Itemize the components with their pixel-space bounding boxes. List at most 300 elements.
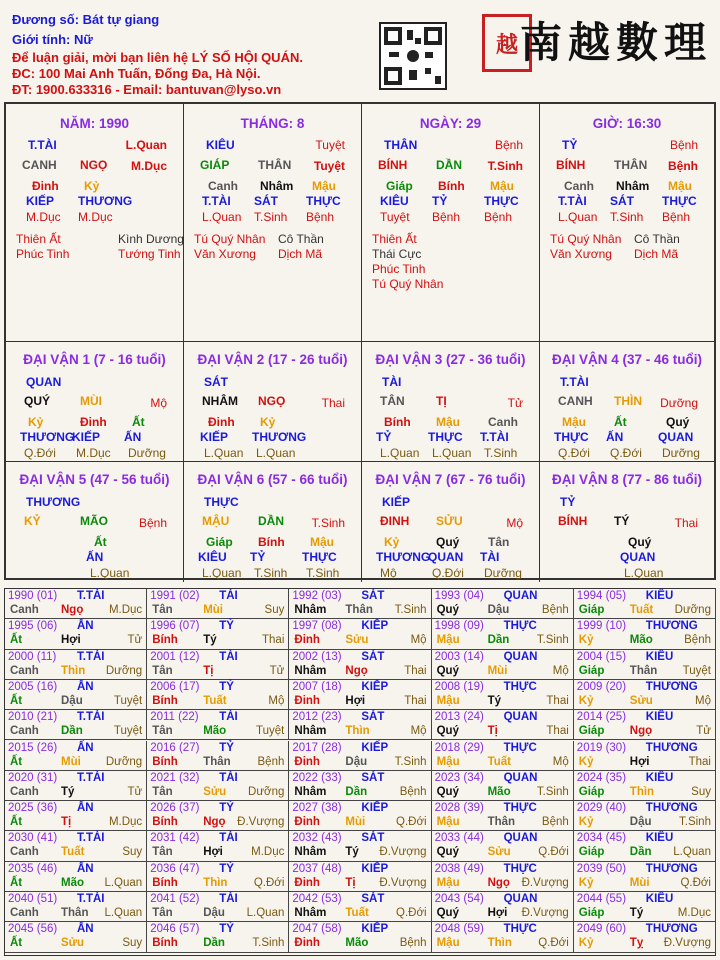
year-god: THỰC [503,680,537,693]
pillar-0[interactable] [6,104,184,342]
year-label: 2033 (44) [434,832,484,845]
ten-god-label: QUAN [26,375,62,389]
hidden-stage: M.Dục [76,446,111,460]
qr-code-icon[interactable] [379,22,447,90]
year-cell[interactable] [574,589,716,619]
year-stem: Nhâm [294,785,327,798]
year-god: KIÊU [645,893,674,905]
year-god: TỶ [219,862,234,875]
year-cell[interactable] [289,801,431,831]
hidden-god: KIẾP [26,194,55,208]
hidden-stage: T.Sinh [484,446,518,460]
year-cell[interactable] [147,741,289,771]
year-stem: Tân [152,907,173,919]
year-stage: Tuyệt [113,725,143,738]
year-branch: Mùi [345,816,366,829]
shensha-star: Dịch Mã [278,247,323,261]
pillar-title: NĂM: 1990 [59,116,130,131]
hidden-stage: Dưỡng [484,566,522,580]
year-god: KIÊU [645,650,674,663]
hidden-stage: T.Sinh [254,566,288,580]
year-cell[interactable] [432,922,574,952]
branch-stage: T.Sinh [487,159,523,173]
year-stage: L.Quan [673,846,711,859]
year-label: 2014 (25) [576,711,627,724]
hidden-stem: Kỷ [84,179,100,193]
year-god: QUAN [503,711,538,724]
year-branch: Tị [487,725,498,738]
year-branch: Tý [487,694,502,707]
year-label: 2009 (20) [576,680,627,693]
year-god: QUAN [503,650,538,663]
hidden-god: THƯƠNG [376,550,431,564]
year-stage: Bệnh [541,816,569,829]
year-cell[interactable] [5,922,147,952]
year-cell[interactable] [574,922,716,952]
year-god: T.TÀI [77,832,105,845]
year-stage: T.Sinh [679,816,711,829]
year-branch: Dần [487,634,510,647]
year-cell[interactable] [432,831,574,861]
year-branch: Thân [487,816,516,829]
year-label: 2007 (18) [292,680,342,693]
year-cell[interactable] [5,831,147,861]
branch-stage: Tuyệt [313,159,345,173]
year-cell[interactable] [289,710,431,740]
year-cell[interactable] [289,831,431,861]
year-god: THƯƠNG [645,802,698,815]
earthly-branch: TỊ [436,394,447,408]
earthly-branch: MÃO [80,514,108,528]
year-cell[interactable] [5,589,147,619]
shensha-star: Tú Quý Nhân [194,232,266,246]
year-cell[interactable] [432,741,574,771]
dai-van-5[interactable] [6,462,184,582]
year-stem: Tân [152,846,173,859]
year-branch: Ngọ [487,876,510,889]
year-branch: Tuất [487,755,512,768]
year-branch: Thìn [629,785,655,798]
dai-van-1[interactable] [6,342,184,462]
year-cell[interactable] [574,862,716,892]
hidden-god: T.TÀI [558,194,587,208]
year-label: 2021 (32) [150,771,200,784]
year-branch: Thìn [203,876,228,889]
year-god: THƯƠNG [645,862,698,875]
year-label: 2039 (50) [576,862,627,875]
year-cell[interactable] [5,710,147,740]
year-stage: Q.Đới [538,846,569,859]
year-god: SÁT [361,893,385,905]
year-cell[interactable] [289,680,431,710]
year-cell[interactable] [147,892,289,922]
year-stage: Dưỡng [248,785,285,798]
earthly-branch: THÌN [614,394,642,408]
dai-van-title: ĐẠI VẬN 5 (47 - 56 tuổi) [19,472,170,487]
hidden-stage: Dưỡng [662,446,700,460]
year-god: KIẾP [361,741,389,754]
year-god: TỶ [219,620,234,633]
hidden-god: T.TÀI [202,194,231,208]
year-cell[interactable] [432,801,574,831]
year-branch: Dậu [345,755,368,768]
year-stage: Suy [691,785,711,798]
year-stem: Canh [10,664,39,677]
year-stage: Q.Đới [253,876,285,889]
year-stem: Mậu [436,755,460,768]
year-god: KIẾP [361,923,389,936]
year-cell[interactable] [432,892,574,922]
dai-van-4[interactable] [540,342,714,462]
year-god: T.TÀI [77,771,105,784]
year-god: TÀI [219,650,238,663]
year-label: 2028 (39) [434,802,484,815]
year-god: KIẾP [361,862,389,875]
year-god: QUAN [503,590,538,602]
year-label: 1994 (05) [576,590,627,602]
branch-stage: Bệnh [138,516,167,530]
year-cell[interactable] [574,710,716,740]
dai-van-title: ĐẠI VẬN 8 (77 - 86 tuổi) [551,472,703,487]
stage-label: Bệnh [669,138,698,152]
year-cell[interactable] [147,771,289,801]
pillar-2[interactable] [362,104,540,342]
year-cell[interactable] [432,619,574,649]
address: ĐC: 100 Mai Anh Tuấn, Đống Đa, Hà Nội. [12,66,261,81]
year-branch: Tý [203,634,217,647]
year-cell[interactable] [574,771,716,801]
ten-god-label: TÀI [382,375,402,389]
hidden-stage: L.Quan [204,446,244,460]
heavenly-stem: GIÁP [200,158,230,172]
dai-van-title: ĐẠI VẬN 7 (67 - 76 tuổi) [375,472,526,487]
ten-god-label: THỰC [204,495,239,509]
year-stem: Đinh [294,755,320,768]
hidden-stage: Dưỡng [128,446,166,460]
branch-stage: Mộ [506,516,523,530]
dai-van-2[interactable] [184,342,362,462]
year-god: TÀI [219,711,238,724]
pillar-3[interactable] [540,104,714,342]
year-label: 2000 (11) [8,650,57,663]
year-stem: Quý [436,846,459,859]
year-branch: Tuất [629,604,654,616]
hidden-stem: Canh [564,179,594,193]
year-cell[interactable] [574,801,716,831]
year-stage: L.Quan [246,907,285,919]
year-cell[interactable] [289,589,431,619]
year-stage: Thai [546,725,569,738]
year-branch: Ngọ [203,816,226,829]
year-label: 2044 (55) [576,893,627,905]
shensha-star: Phúc Tinh [372,262,426,276]
year-branch: Mùi [203,604,223,616]
year-cell[interactable] [147,650,289,680]
year-stage: Q.Đới [538,937,569,950]
earthly-branch: NGỌ [258,394,286,408]
year-cell[interactable] [289,892,431,922]
year-god: KIẾP [361,680,389,693]
year-cell[interactable] [432,771,574,801]
year-god: THƯƠNG [645,923,698,936]
year-cell[interactable] [5,801,147,831]
year-cell[interactable] [432,589,574,619]
year-branch: Tý [61,785,75,798]
hidden-god: KIÊU [198,550,227,564]
year-cell[interactable] [5,892,147,922]
year-branch: Sửu [203,785,227,798]
year-god: THƯƠNG [645,741,698,754]
year-god: T.TÀI [77,650,105,663]
dai-van-title: ĐẠI VẬN 3 (27 - 36 tuổi) [375,352,526,367]
hidden-god: THỰC [554,430,589,444]
year-cell[interactable] [5,741,147,771]
hidden-god: ẤN [124,430,142,444]
year-label: 2011 (22) [150,711,199,724]
year-stage: Thai [404,664,427,677]
hidden-stem: Ất [132,415,145,429]
year-branch: Mùi [629,876,650,889]
year-cell[interactable] [574,650,716,680]
hidden-god: THƯƠNG [252,430,307,444]
year-stage: Thai [262,634,285,647]
year-label: 2035 (46) [8,862,58,875]
hidden-stem: Ất [614,415,627,429]
year-cell[interactable] [147,680,289,710]
year-cell[interactable] [147,922,289,952]
year-cell[interactable] [5,680,147,710]
year-cell[interactable] [574,680,716,710]
year-cell[interactable] [289,619,431,649]
year-stem: Tân [152,785,173,798]
dai-van-title: ĐẠI VẬN 6 (57 - 66 tuổi) [197,472,348,487]
shensha-star: Tú Quý Nhân [550,232,622,246]
year-cell[interactable] [5,771,147,801]
year-branch: Tị [345,876,356,889]
year-label: 2016 (27) [150,741,200,754]
heavenly-stem: TÂN [380,394,405,408]
year-label: 2048 (59) [434,923,484,936]
hidden-stem: Kỷ [28,415,44,429]
hidden-god: KIÊU [380,194,409,208]
phone-email[interactable]: ĐT: 1900.633316 - Email: bantuvan@lyso.vn [12,82,282,97]
dai-van-6[interactable] [184,462,362,582]
hidden-stem: Mậu [310,535,334,549]
year-cell[interactable] [289,741,431,771]
branch-stage: T.Sinh [311,516,345,530]
year-branch: Dậu [203,907,225,919]
year-cell[interactable] [147,589,289,619]
hidden-stem: Quý [628,535,652,549]
year-cell[interactable] [432,650,574,680]
year-god: TỶ [219,802,234,815]
year-stage: Suy [122,846,143,859]
year-label: 2017 (28) [292,741,342,754]
year-stage: Suy [122,937,143,950]
year-stage: Bệnh [541,604,569,616]
year-god: QUAN [503,771,538,784]
year-label: 2049 (60) [576,923,627,936]
dai-van-7[interactable] [362,462,540,582]
hidden-god: THƯƠNG [20,430,75,444]
hidden-god: QUAN [620,550,656,564]
year-stem: Kỷ [578,634,594,647]
hidden-stem: Đinh [208,415,235,429]
hidden-stem: Canh [488,415,518,429]
year-cell[interactable] [432,710,574,740]
year-stem: Canh [10,846,39,859]
hidden-stage: Q.Đới [558,446,590,460]
year-stem: Canh [10,725,39,738]
pillar-1[interactable] [184,104,362,342]
year-label: 2004 (15) [576,650,627,663]
year-label: 2019 (30) [576,741,627,754]
hidden-stage: T.Sinh [254,210,288,224]
hidden-stage: L.Quan [256,446,296,460]
year-cell[interactable] [574,619,716,649]
shensha-star: Thiên Ất [372,232,417,246]
year-stem: Mậu [436,694,460,707]
shensha-star: Thái Cực [372,247,422,261]
year-god: KIÊU [645,832,674,845]
dai-van-8[interactable] [540,462,714,582]
year-cell[interactable] [147,710,289,740]
year-cell[interactable] [5,619,147,649]
year-stage: Q.Đới [396,907,427,919]
year-cell[interactable] [432,680,574,710]
hidden-god: THỰC [484,194,519,208]
year-stage: Đ.Vượng [521,876,569,889]
year-branch: Tuất [61,846,85,859]
year-label: 2006 (17) [150,680,200,693]
hidden-god: SÁT [254,194,278,208]
year-god: ẤN [77,923,94,936]
year-cell[interactable] [289,862,431,892]
year-label: 1995 (06) [8,620,58,633]
year-stage: Mộ [552,664,569,677]
year-cell[interactable] [289,922,431,952]
annual-luck-table [4,588,716,956]
year-cell[interactable] [5,862,147,892]
year-branch: Mão [203,725,227,738]
year-stem: Giáp [578,725,605,738]
shensha-star: Thiên Ất [16,232,61,246]
ten-god-label: THƯƠNG [26,495,81,509]
branch-stage: Thai [321,396,345,410]
year-branch: Mão [629,634,653,647]
year-label: 2001 (12) [150,650,200,663]
year-cell[interactable] [574,831,716,861]
hidden-stem: Kỷ [260,415,276,429]
year-label: 2045 (56) [8,923,58,936]
year-god: THỰC [503,802,537,815]
year-stem: Ất [10,694,23,707]
year-god: SÁT [361,590,385,602]
bazi-chart [4,102,716,580]
hidden-god: TÀI [480,550,500,564]
heavenly-stem: CANH [22,158,57,172]
shensha-star: Cô Thần [278,232,324,246]
hidden-god: THƯƠNG [78,194,133,208]
year-label: 2046 (57) [150,923,200,936]
year-stem: Tân [152,725,173,738]
year-branch: Thân [345,604,373,616]
year-cell[interactable] [432,862,574,892]
year-cell[interactable] [147,801,289,831]
earthly-branch: DẦN [436,158,462,172]
year-god: THỰC [503,620,537,633]
year-label: 2040 (51) [8,893,58,905]
hidden-stage: L.Quan [432,446,472,460]
year-branch: Tý [629,907,644,919]
year-stem: Đinh [294,694,320,707]
year-cell[interactable] [574,892,716,922]
dai-van-3[interactable] [362,342,540,462]
stage-label: L.Quan [125,138,167,152]
year-stage: Mộ [410,634,427,647]
year-label: 2005 (16) [8,680,58,693]
year-label: 2020 (31) [8,771,58,784]
hidden-stem: Kỷ [384,535,400,549]
year-stem: Kỷ [578,755,594,768]
year-stem: Bính [152,634,178,647]
year-stem: Tân [152,604,173,616]
year-cell[interactable] [147,862,289,892]
hidden-stage: T.Sinh [306,566,340,580]
year-cell[interactable] [5,650,147,680]
hidden-stage: L.Quan [202,210,242,224]
year-label: 2032 (43) [292,832,342,845]
year-stem: Ất [10,937,23,950]
ten-god-label: KIẾP [382,495,411,509]
year-label: 1990 (01) [8,590,58,602]
year-god: SÁT [361,832,385,845]
hidden-stem: Bính [258,535,285,549]
year-stage: Tử [127,785,143,798]
year-branch: Thân [203,755,231,768]
year-stem: Đinh [294,816,320,829]
pillar-title: GIỜ: 16:30 [592,116,662,131]
year-cell[interactable] [289,771,431,801]
year-cell[interactable] [289,650,431,680]
year-branch: Mão [487,785,511,798]
hidden-stem: Canh [208,179,238,193]
year-cell[interactable] [147,619,289,649]
hidden-stem: Mậu [490,179,514,193]
year-branch: Hợi [61,634,81,647]
year-stage: Dưỡng [674,604,711,616]
dai-van-title: ĐẠI VẬN 1 (7 - 16 tuổi) [23,352,166,367]
year-label: 2029 (40) [576,802,627,815]
hidden-stage: L.Quan [558,210,598,224]
year-stage: Mộ [268,694,285,707]
year-label: 2025 (36) [8,802,58,815]
year-label: 2027 (38) [292,802,342,815]
year-stem: Kỷ [578,876,594,889]
year-branch: Thìn [61,664,86,677]
year-stage: Đ.Vượng [379,846,427,859]
year-god: THỰC [503,862,537,875]
year-cell[interactable] [574,741,716,771]
year-cell[interactable] [147,831,289,861]
year-stage: T.Sinh [536,634,569,647]
year-branch: Hợi [203,846,223,859]
year-stem: Canh [10,785,39,798]
heavenly-stem: KỶ [24,514,41,528]
year-stage: Tuyệt [113,694,143,707]
hidden-stem: Đinh [32,179,59,193]
year-god: QUAN [503,832,538,845]
